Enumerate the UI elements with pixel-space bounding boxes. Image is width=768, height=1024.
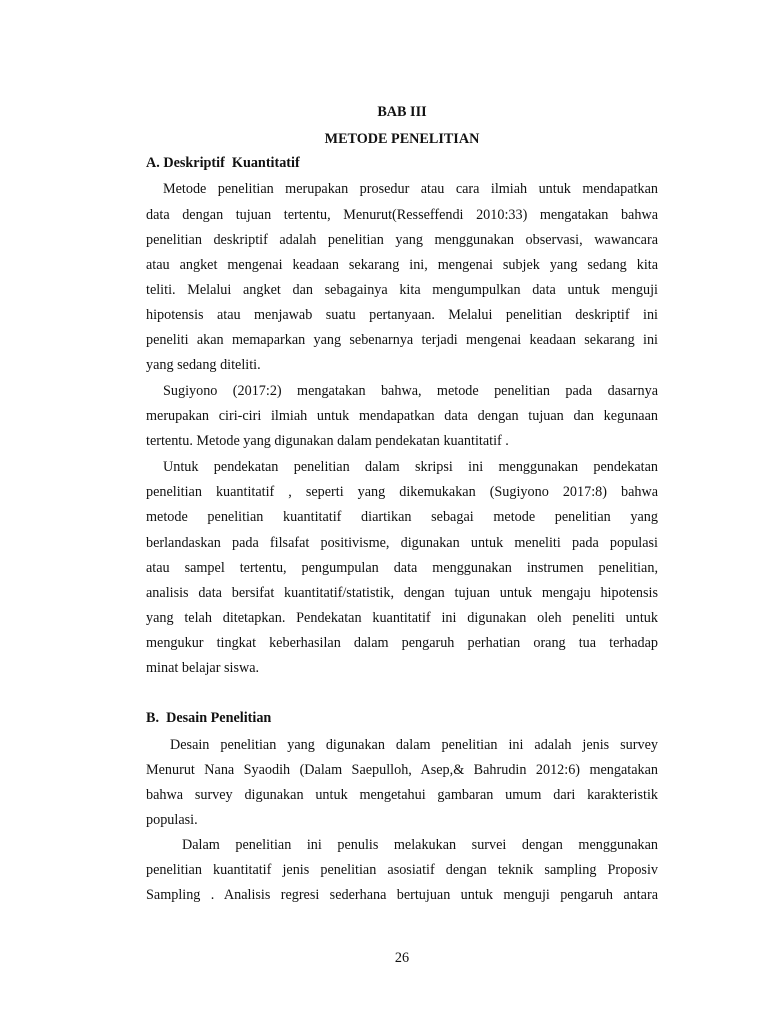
paragraph-line: yang telah ditetapkan. Pendekatan kuantitatif ini digunakan oleh peneliti untuk (146, 610, 658, 626)
paragraph-line: Sampling . Analisis regresi sederhana bertujuan untuk menguji pengaruh antara (146, 887, 658, 903)
paragraph-line: data dengan tujuan tertentu, Menurut(Resseffendi 2010:33) mengatakan bahwa (146, 207, 658, 223)
paragraph-line: Metode penelitian merupakan prosedur atau cara ilmiah untuk mendapatkan (163, 181, 658, 197)
paragraph-line: mengukur tingkat keberhasilan dalam pengaruh perhatian orang tua terhadap (146, 635, 658, 651)
paragraph-line: atau angket mengenai keadaan sekarang ini, mengenai subjek yang sedang kita (146, 257, 658, 273)
page-number: 26 (394, 950, 410, 966)
paragraph-line: penelitian deskriptif adalah penelitian yang menggunakan observasi, wawancara (146, 232, 658, 248)
section-a-heading: A. Deskriptif Kuantitatif (146, 155, 300, 171)
paragraph-line: penelitian kuantitatif jenis penelitian asosiatif dengan teknik sampling Proposiv (146, 862, 658, 878)
paragraph-line: bahwa survey digunakan untuk mengetahui gambaran umum dari karakteristik (146, 787, 658, 803)
paragraph-line: penelitian kuantitatif , seperti yang dikemukakan (Sugiyono 2017:8) bahwa (146, 484, 658, 500)
paragraph-line: yang sedang diteliti. (146, 357, 261, 373)
paragraph-line: Dalam penelitian ini penulis melakukan survei dengan menggunakan (182, 837, 658, 853)
paragraph-line: Untuk pendekatan penelitian dalam skripsi ini menggunakan pendekatan (163, 459, 658, 475)
paragraph-line: minat belajar siswa. (146, 660, 260, 676)
paragraph-line: tertentu. Metode yang digunakan dalam pendekatan kuantitatif . (146, 433, 509, 449)
paragraph-line: analisis data bersifat kuantitatif/statistik, dengan tujuan untuk mengaju hipotensis (146, 585, 658, 601)
paragraph-line: berlandaskan pada filsafat positivisme, digunakan untuk meneliti pada populasi (146, 535, 658, 551)
paragraph-line: Desain penelitian yang digunakan dalam penelitian ini adalah jenis survey (170, 737, 658, 753)
paragraph-line: teliti. Melalui angket dan sebagainya kita mengumpulkan data untuk menguji (146, 282, 658, 298)
paragraph-line: peneliti akan memaparkan yang sebenarnya terjadi mengenai keadaan sekarang ini (146, 332, 658, 348)
chapter-label: BAB III (377, 104, 427, 120)
paragraph-line: Menurut Nana Syaodih (Dalam Saepulloh, Asep,& Bahrudin 2012:6) mengatakan (146, 762, 658, 778)
chapter-title: METODE PENELITIAN (324, 131, 480, 147)
paragraph-line: metode penelitian kuantitatif diartikan sebagai metode penelitian yang (146, 509, 658, 525)
paragraph-line: hipotensis atau menjawab suatu pertanyaan. Melalui penelitian deskriptif ini (146, 307, 658, 323)
paragraph-line: populasi. (146, 812, 198, 828)
paragraph-line: merupakan ciri-ciri ilmiah untuk mendapatkan data dengan tujuan dan kegunaan (146, 408, 658, 424)
paragraph-line: atau sampel tertentu, pengumpulan data menggunakan instrumen penelitian, (146, 560, 658, 576)
paragraph-line: Sugiyono (2017:2) mengatakan bahwa, metode penelitian pada dasarnya (163, 383, 658, 399)
section-b-heading: B. Desain Penelitian (146, 710, 272, 726)
